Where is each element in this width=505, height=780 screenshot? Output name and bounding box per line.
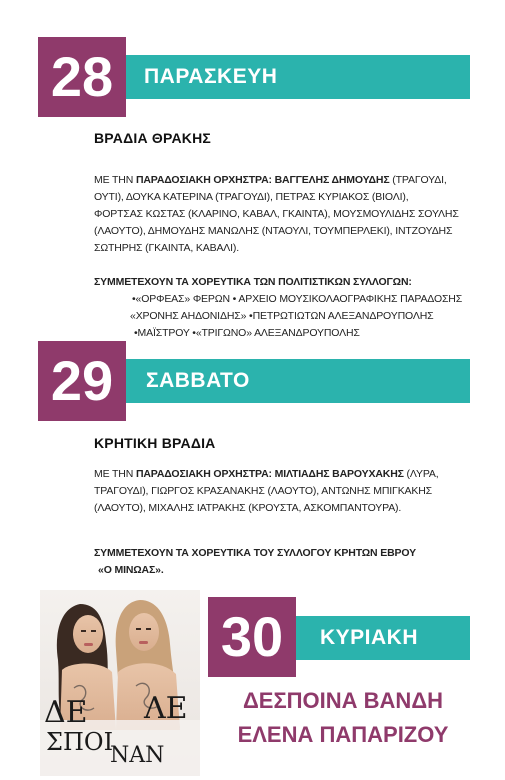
day-28-orchestra-rest: (ΤΡΑΓΟΥΔΙ, ΟΥΤΙ), ΔΟΥΚΑ ΚΑΤΕΡΙΝΑ (ΤΡΑΓΟΥΔΙ), ΠΕΤΡΑΣ ΚΥΡΙΑΚΟΣ (ΒΙΟΛΙ), ΦΟΡΤΣΑΣ ΚΩΣΤΑΣ (ΚΛΑΡΙΝΟ, ΚΑΒΑΛ, ΓΚΑΙΝΤΑ), ΜΟΥΣΜΟΥΛΙΔΗΣ ΣΟΥΛΗΣ (ΛΑΟΥΤΟ), ΔΗΜΟΥΔΗΣ ΜΑΝΩΛΗΣ (ΝΤΑΟΥΛΙ, ΤΟΥΜΠΕΡΛΕΚΙ), ΙΝΤΖΟΥΔΗΣ ΣΩΤΗΡΗΣ (ΓΚΑΙΝΤΑ, ΚΑΒΑΛΙ). xyxy=(94,174,459,254)
poster-letters-nan: ΝΑΝ xyxy=(110,743,165,768)
day-28-dancers-line2: «ΧΡΟΝΗΣ ΑΗΔΟΝΙΔΗΣ» •ΠΕΤΡΩΤΙΩΤΩΝ ΑΛΕΞΑΝΔΡΟΥΠΟΛΗΣ xyxy=(130,310,434,322)
day-29-title: ΚΡΗΤΙΚΗ ΒΡΑΔΙΑ xyxy=(94,435,216,451)
artist-elena-paparizou: ΕΛΕΝΑ ΠΑΠΑΡΙΖΟΥ xyxy=(237,722,449,747)
day-29-weekday: ΣΑΒΒΑΤΟ xyxy=(146,369,250,392)
day-29-dancers xyxy=(94,545,474,579)
day-29-dancers-line2: «Ο ΜΙΝΩΑΣ». xyxy=(98,564,164,576)
day-29-orchestra-rest: (ΛΥΡΑ, ΤΡΑΓΟΥΔΙ), ΓΙΩΡΓΟΣ ΚΡΑΣΑΝΑΚΗΣ (ΛΑΟΥΤΟ), ΑΝΤΩΝΗΣ ΜΠΙΓΚΑΚΗΣ (ΛΑΟΥΤΟ), ΜΙΧΑΛΗΣ ΙΑΤΡΑΚΗΣ (ΚΡΟΥΣΤΑ, ΑΣΚΟΜΠΑΝΤΟΥΡΑ). xyxy=(94,468,439,514)
day-28-title: ΒΡΑΔΙΑ ΘΡΑΚΗΣ xyxy=(94,130,211,146)
poster-letters-de: ΔΕ xyxy=(44,695,88,730)
artists-poster-image xyxy=(40,590,200,776)
poster-letters-spoi: ΣΠΟΙ xyxy=(46,728,114,756)
day-29-orchestra-prefix: ΜΕ ΤΗΝ xyxy=(94,468,136,480)
day-29-orchestra-bold: ΠΑΡΑΔΟΣΙΑΚΗ ΟΡΧΗΣΤΡΑ: ΜΙΛΤΙΑΔΗΣ ΒΑΡΟΥΧΑΚΗΣ xyxy=(135,468,404,480)
day-28-dancers xyxy=(94,274,474,342)
day-28-orchestra-prefix: ΜΕ ΤΗΝ xyxy=(94,174,136,186)
day-29-dancers-line1: ΣΥΜΜΕΤΕΧΟΥΝ ΤΑ ΧΟΡΕΥΤΙΚΑ ΤΟΥ ΣΥΛΛΟΓΟΥ ΚΡΗΤΩΝ ΕΒΡΟΥ xyxy=(94,547,416,559)
day-28-weekday: ΠΑΡΑΣΚΕΥΗ xyxy=(144,65,278,88)
day-29-number: 29 xyxy=(38,341,126,421)
day-28-dancers-heading: ΣΥΜΜΕΤΕΧΟΥΝ ΤΑ ΧΟΡΕΥΤΙΚΑ ΤΩΝ ΠΟΛΙΤΙΣΤΙΚΩΝ ΣΥΛΛΟΓΩΝ: xyxy=(94,276,412,288)
day-30-band xyxy=(268,616,470,660)
day-28-number: 28 xyxy=(38,37,126,117)
day-28-orchestra-bold: ΠΑΡΑΔΟΣΙΑΚΗ ΟΡΧΗΣΤΡΑ: ΒΑΓΓΕΛΗΣ ΔΗΜΟΥΔΗΣ xyxy=(135,174,390,186)
day-28-dancers-line3: •ΜΑΪΣΤΡΟΥ •«ΤΡΙΓΩΝΟ» ΑΛΕΞΑΝΔΡΟΥΠΟΛΗΣ xyxy=(134,327,360,339)
day-28-dancers-line1: •«ΟΡΦΕΑΣ» ΦΕΡΩΝ • ΑΡΧΕΙΟ ΜΟΥΣΙΚΟΛΑΟΓΡΑΦΙΚΗΣ ΠΑΡΑΔΟΣΗΣ xyxy=(132,293,463,305)
artist-despoina-vandi: ΔΕΣΠΟΙΝΑ ΒΑΝΔΗ xyxy=(242,688,444,713)
poster-letters-le: ΛΕ xyxy=(144,691,188,726)
day-29-orchestra xyxy=(94,466,460,517)
day-29-band xyxy=(118,359,470,403)
day-30-number: 30 xyxy=(208,597,296,677)
day-30-weekday: ΚΥΡΙΑΚΗ xyxy=(320,626,419,649)
day-28-orchestra xyxy=(94,172,460,257)
day-30-artists xyxy=(218,684,468,752)
day-28-band xyxy=(118,55,470,99)
